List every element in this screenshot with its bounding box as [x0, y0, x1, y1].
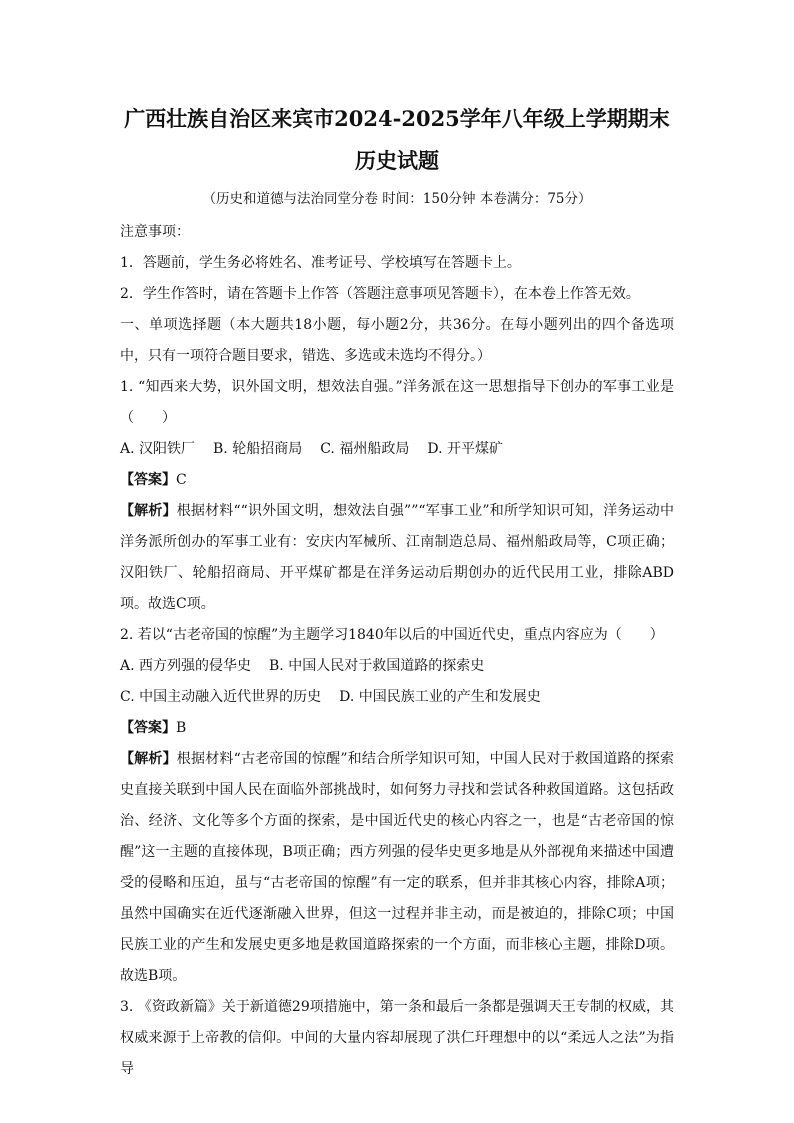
document-title: 广西壮族自治区来宾市2024-2025学年八年级上学期期末 — [124, 106, 670, 131]
option-b: B. 轮船招商局 — [213, 441, 303, 457]
question-1-options — [120, 434, 674, 465]
analysis-tag: 【解析】 — [120, 503, 177, 519]
question-3-stem: 3. 《资政新篇》关于新道德29项措施中，第一条和最后一条都是强调天王专制的权威，其权威来源于上帝教的信仰。中间的大量内容却展现了洪仁玕理想中的以“柔远人之法”为指导 — [120, 999, 674, 1077]
notice-item-2: 2．学生作答时，请在答题卡上作答（答题注意事项见答题卡），在本卷上作答无效。 — [120, 286, 640, 302]
answer-value: B — [176, 720, 187, 736]
question-2-answer — [120, 713, 674, 744]
question-1-answer — [120, 465, 674, 496]
option-d: D. 开平煤矿 — [427, 441, 503, 457]
question-2-options-row-2 — [120, 682, 674, 713]
answer-value: C — [176, 472, 187, 488]
option-d: D. 中国民族工业的产生和发展史 — [339, 689, 541, 705]
analysis-text: 根据材料“古老帝国的惊醒”和结合所学知识可知，中国人民对于救国道路的探索史直接关联到中国人民在面临外部挑战时，如何努力寻找和尝试各种救国道路。这包括政治、经济、文化等多个方面的探索，是中国近代史的核心内容之一，也是“古老帝国的惊醒”这一主题的直接体现，B项正确；西方列强的侵华史更多地是从外部视角来描述中国遭受的侵略和压迫，虽与“古老帝国的惊醒”有一定的联系，但并非其核心内容，排除A项；虽然中国确实在近代逐渐融入世界，但这一过程并非主动，而是被迫的，排除C项；中国民族工业的产生和发展史更多地是救国道路探索的一个方面，而非核心主题，排除D项。故选B项。 — [120, 751, 675, 984]
notice-heading: 注意事项： — [120, 224, 190, 240]
question-1-analysis — [120, 496, 674, 620]
analysis-tag: 【解析】 — [120, 751, 177, 767]
question-2-stem: 2. 若以“古老帝国的惊醒”为主题学习1840年以后的中国近代史，重点内容应为（ ） — [120, 627, 664, 643]
answer-tag: 【答案】 — [120, 720, 176, 736]
option-a: A. 汉阳铁厂 — [120, 441, 196, 457]
question-2-options-row-1 — [120, 651, 674, 682]
option-b: B. 中国人民对于救国道路的探索史 — [269, 658, 485, 674]
option-c: C. 福州船政局 — [320, 441, 410, 457]
notice-item-1: 1．答题前，学生务必将姓名、准考证号、学校填写在答题卡上。 — [120, 255, 521, 271]
question-2-analysis — [120, 744, 674, 992]
section-heading: 一、单项选择题（本大题共18小题，每小题2分，共36分。在每小题列出的四个备选项中，只有一项符合题目要求，错选、多选或未选均不得分。） — [120, 317, 674, 364]
question-1-stem: 1. “知西来大势，识外国文明，想效法自强。”洋务派在这一思想指导下创办的军事工业是（ ） — [120, 379, 674, 426]
document-subject: 历史试题 — [355, 148, 439, 173]
analysis-text: 根据材料““识外国文明，想效法自强””“军事工业”和所学知识可知，洋务运动中洋务派所创办的军事工业有：安庆内军械所、江南制造总局、福州船政局等，C项正确；汉阳铁厂、轮船招商局、开平煤矿都是在洋务运动后期创办的近代民用工业，排除ABD项。故选C项。 — [120, 503, 674, 612]
option-a: A. 西方列强的侵华史 — [120, 658, 252, 674]
exam-info: （历史和道德与法治同堂分卷 时间：150分钟 本卷满分：75分） — [202, 191, 592, 207]
option-c: C. 中国主动融入近代世界的历史 — [120, 689, 322, 705]
answer-tag: 【答案】 — [120, 472, 176, 488]
